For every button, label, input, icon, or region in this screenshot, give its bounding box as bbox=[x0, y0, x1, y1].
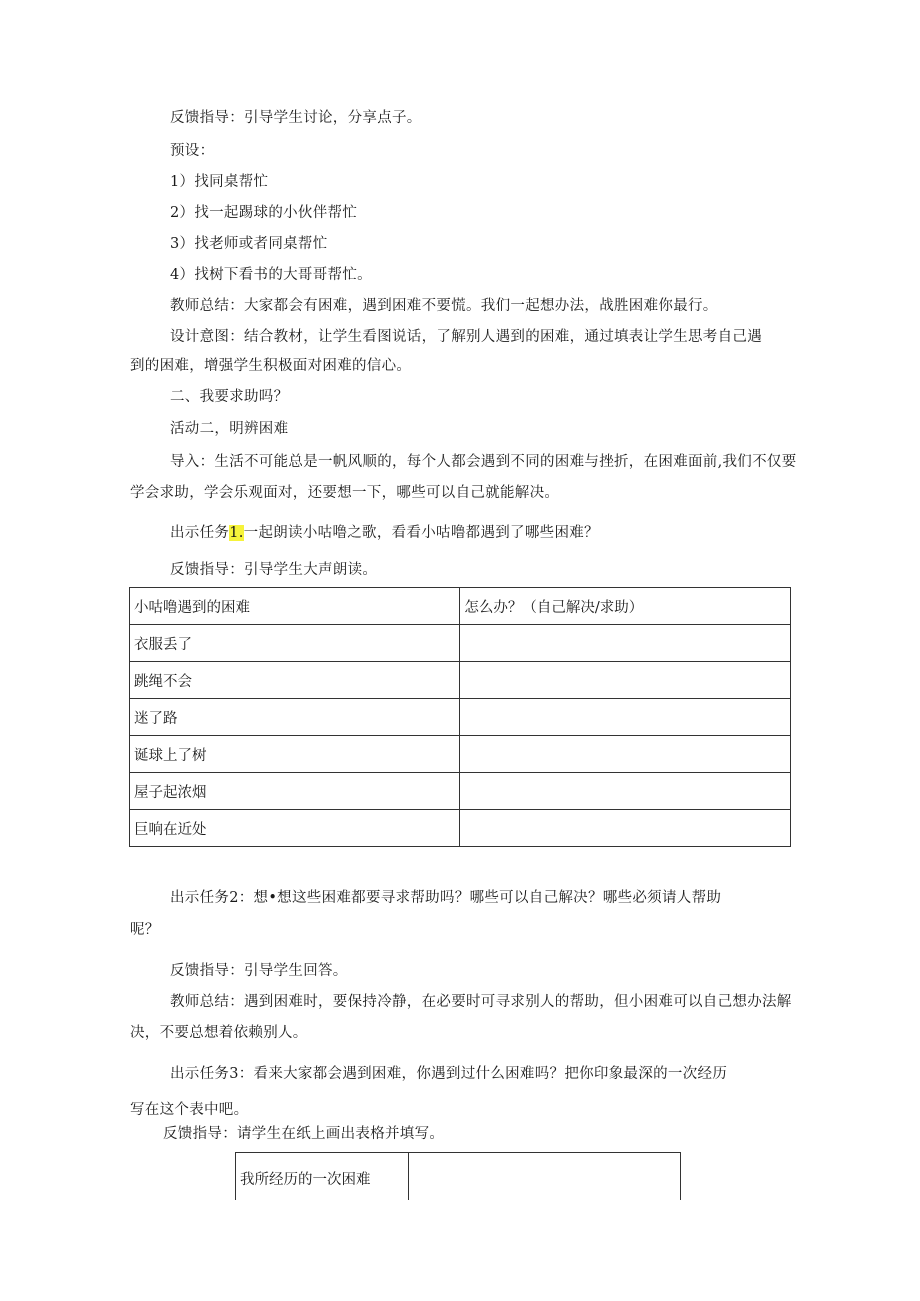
table-cell: 我所经历的一次困难 bbox=[236, 1153, 409, 1204]
table-header-row bbox=[130, 588, 791, 625]
table-cell-blank bbox=[460, 699, 791, 736]
list-item: 4）找树下看书的大哥哥帮忙。 bbox=[170, 267, 372, 283]
table-row bbox=[130, 810, 791, 847]
table-cell-blank bbox=[460, 810, 791, 847]
task-1-prefix: 出示任务 bbox=[170, 525, 230, 541]
page-cutoff bbox=[0, 1200, 920, 1301]
paragraph-feedback-4: 反馈指导：请学生在纸上画出表格并填写。 bbox=[163, 1126, 445, 1142]
section-heading: 二、我要求助吗？ bbox=[170, 389, 289, 405]
table-cell: 迷了路 bbox=[130, 699, 460, 736]
table-header-cell: 怎么办？（自己解决/求助） bbox=[460, 588, 791, 625]
table-row bbox=[130, 625, 791, 662]
table-header-cell: 小咕噜遇到的困难 bbox=[130, 588, 460, 625]
paragraph-intro-cont: 学会求助，学会乐观面对，还要想一下，哪些可以自己就能解决。 bbox=[130, 485, 560, 501]
paragraph-intro: 导入：生活不可能总是一帆风顺的，每个人都会遇到不同的困难与挫折，在困难面前,我们不仅要 bbox=[170, 454, 797, 470]
paragraph-teacher-summary-2: 教师总结：遇到困难时，要保持冷静，在必要时可寻求别人的帮助，但小困难可以自己想办法解 bbox=[170, 994, 792, 1010]
paragraph-feedback-1: 反馈指导：引导学生讨论，分享点子。 bbox=[170, 110, 422, 126]
table-row bbox=[130, 662, 791, 699]
list-item: 3）找老师或者同桌帮忙 bbox=[170, 236, 328, 252]
table-cell-blank bbox=[460, 662, 791, 699]
paragraph-design-intent-cont: 到的困难，增强学生积极面对困难的信心。 bbox=[130, 358, 412, 374]
table-cell: 诞球上了树 bbox=[130, 736, 460, 773]
task-3-cont: 写在这个表中吧。 bbox=[130, 1102, 249, 1118]
task-2-cont: 呢？ bbox=[130, 922, 160, 938]
table-cell: 跳绳不会 bbox=[130, 662, 460, 699]
table-cell-blank bbox=[409, 1153, 681, 1204]
table-cell-blank bbox=[460, 625, 791, 662]
paragraph-feedback-2: 反馈指导：引导学生大声朗读。 bbox=[170, 562, 378, 578]
table-row bbox=[130, 773, 791, 810]
task-2: 出示任务2：想•想这些困难都要寻求帮助吗？哪些可以自己解决？哪些必须请人帮助 bbox=[170, 890, 722, 906]
paragraph-preset-label: 预设： bbox=[170, 143, 215, 159]
table-cell-blank bbox=[460, 736, 791, 773]
paragraph-feedback-3: 反馈指导：引导学生回答。 bbox=[170, 963, 348, 979]
activity-heading: 活动二，明辨困难 bbox=[170, 421, 289, 437]
table-cell: 衣服丢了 bbox=[130, 625, 460, 662]
paragraph-design-intent: 设计意图：结合教材，让学生看图说话，了解别人遇到的困难，通过填表让学生思考自己遇 bbox=[170, 329, 762, 345]
table-cell: 巨响在近处 bbox=[130, 810, 460, 847]
highlighted-number: 1. bbox=[229, 525, 244, 541]
list-item: 1）找同桌帮忙 bbox=[170, 174, 269, 190]
task-1-text: 一起朗读小咕噜之歌，看看小咕噜都遇到了哪些困难？ bbox=[243, 525, 599, 541]
table-row bbox=[130, 736, 791, 773]
list-item: 2）找一起踢球的小伙伴帮忙 bbox=[170, 205, 358, 221]
table-row bbox=[130, 699, 791, 736]
task-3: 出示任务3：看来大家都会遇到困难，你遇到过什么困难吗？把你印象最深的一次经历 bbox=[170, 1066, 728, 1082]
paragraph-teacher-summary-1: 教师总结：大家都会有困难，遇到困难不要慌。我们一起想办法，战胜困难你最行。 bbox=[170, 298, 718, 314]
table-cell: 屋子起浓烟 bbox=[130, 773, 460, 810]
table-cell-blank bbox=[460, 773, 791, 810]
experience-table bbox=[235, 1152, 681, 1204]
table-row bbox=[236, 1153, 681, 1204]
difficulty-table bbox=[129, 587, 791, 847]
paragraph-teacher-summary-2-cont: 决，不要总想着依赖别人。 bbox=[130, 1025, 308, 1041]
task-1 bbox=[170, 523, 599, 543]
